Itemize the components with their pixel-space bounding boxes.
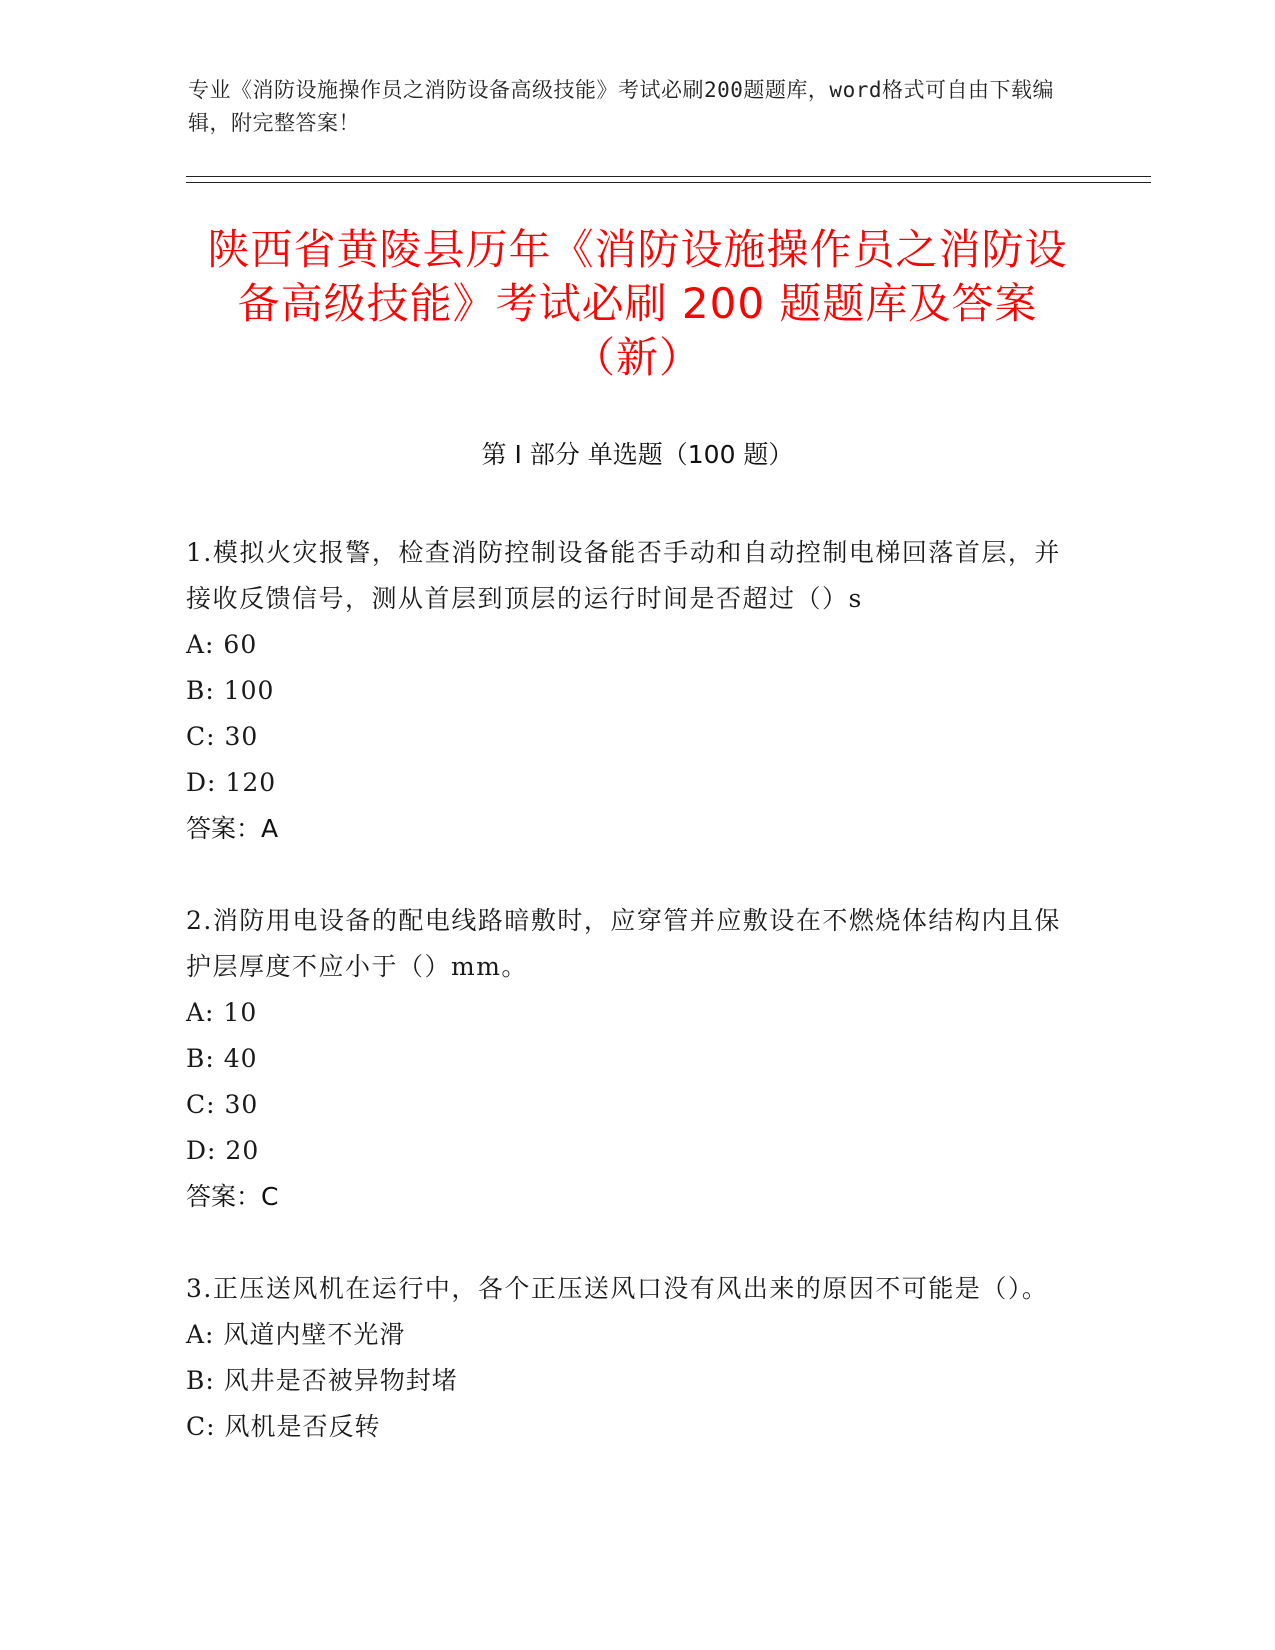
option-d: D: 20 — [186, 1136, 260, 1165]
question-2 — [186, 898, 1066, 1220]
option-b: B: 风井是否被异物封堵 — [186, 1366, 458, 1395]
question-list — [186, 530, 1066, 1496]
answer: 答案：A — [186, 814, 279, 843]
header-note: 专业《消防设施操作员之消防设备高级技能》考试必刷200题题库，word格式可自由下载编辑，附完整答案！ — [188, 78, 1054, 135]
question-text: 2.消防用电设备的配电线路暗敷时，应穿管并应敷设在不燃烧体结构内且保护层厚度不应小于（）mm。 — [186, 906, 1061, 981]
option-a: A: 10 — [186, 998, 258, 1027]
question-1 — [186, 530, 1066, 852]
option-d: D: 120 — [186, 768, 277, 797]
question-text: 3.正压送风机在运行中，各个正压送风口没有风出来的原因不可能是（）。 — [186, 1274, 1049, 1303]
answer: 答案：C — [186, 1182, 279, 1211]
option-a: A: 60 — [186, 630, 258, 659]
option-a: A: 风道内壁不光滑 — [186, 1320, 406, 1349]
option-c: C: 30 — [186, 722, 259, 751]
option-b: B: 100 — [186, 676, 275, 705]
document-title: 陕西省黄陵县历年《消防设施操作员之消防设备高级技能》考试必刷 200 题题库及答案（新） — [207, 225, 1068, 382]
option-c: C: 风机是否反转 — [186, 1412, 381, 1441]
option-b: B: 40 — [186, 1044, 258, 1073]
section-title: 第 I 部分 单选题（100 题） — [481, 440, 794, 469]
header-divider-bottom — [186, 182, 1151, 183]
header-divider-top — [186, 176, 1151, 177]
question-3 — [186, 1266, 1066, 1450]
question-text: 1.模拟火灾报警，检查消防控制设备能否手动和自动控制电梯回落首层，并接收反馈信号，测从首层到顶层的运行时间是否超过（）s — [186, 538, 1061, 613]
option-c: C: 30 — [186, 1090, 259, 1119]
